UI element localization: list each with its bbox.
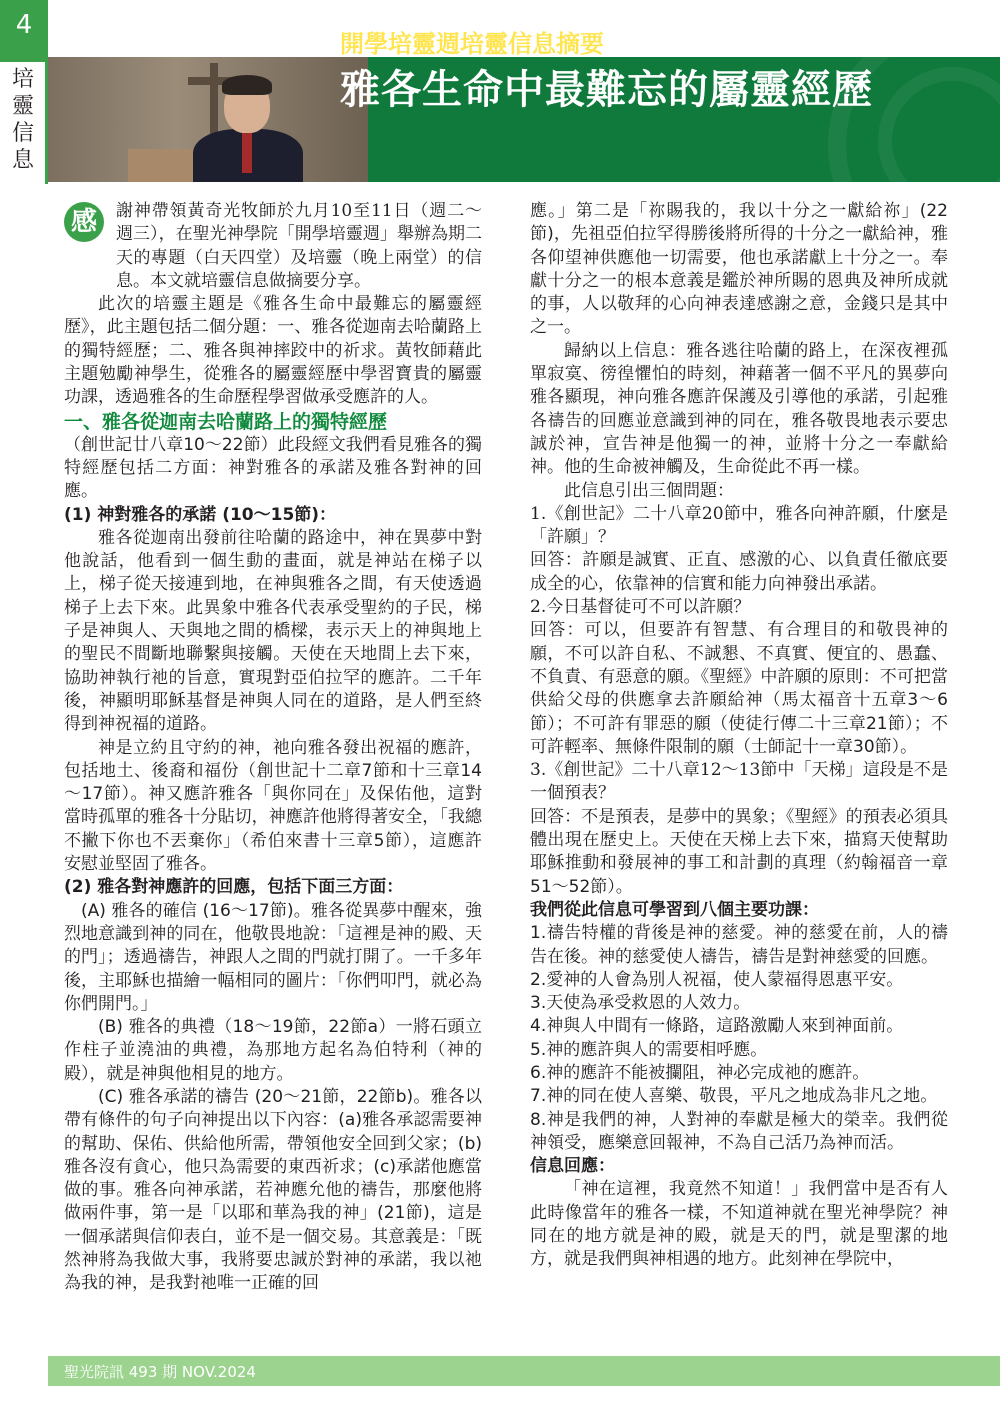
answer: 回答：可以，但要許有智慧、有合理目的和敬畏神的願，不可以許自私、不誠懇、不真實、便宜的、愚蠢、不負責、有惡意的願。《聖經》中許願的原則：不可把當供給父母的供應拿去許願給神（馬太福音十五章3～6節）；不可許有罪惡的願（使徒行傳二十三章21節）；不可許輕率、無條件限制的願（士師記十一章30節）。 (530, 620, 948, 757)
response-paragraph: 「神在這裡，我竟然不知道！」我們當中是否有人此時像當年的雅各一樣，不知道神就在聖光神學院？神同在的地方就是神的殿，就是天的門，就是聖潔的地方，就是我們與神相遇的地方。此刻神在學院中， (530, 1179, 948, 1270)
body-paragraph: (B) 雅各的典禮（18～19節，22節a）一將石頭立作柱子並澆油的典禮，為那地方起名為伯特利（神的殿），就是神與他相見的地方。 (64, 1017, 482, 1084)
left-column (64, 200, 482, 1296)
lesson-item: 1.禱告特權的背後是神的慈愛。神的慈愛在前，人的禱告在後。神的慈愛使人禱告，禱告是對神慈愛的回應。 (530, 923, 948, 967)
answer: 回答：許願是誠實、正直、感激的心、以負責任徹底要成全的心，依靠神的信實和能力向神發出承諾。 (530, 550, 948, 594)
section-intro: （創世記廿八章10～22節）此段經文我們看見雅各的獨特經歷包括二方面：神對雅各的承諾及雅各對神的回應。 (64, 434, 482, 502)
answer: 回答：不是預表，是夢中的異象；《聖經》的預表必須具體出現在歷史上。天使在天梯上去下來，描寫天使幫助耶穌推動和發展神的事工和計劃的真理（約翰福音一章51～52節）。 (530, 806, 948, 897)
intro-paragraph: 謝神帶領黃奇光牧師於九月10至11日（週二～週三），在聖光神學院「開學培靈週」舉辦為期二天的專題（白天四堂）及培靈（晚上兩堂）的信息。本文就培靈信息做摘要分享。 (116, 201, 482, 291)
lesson-item: 4.神與人中間有一條路，這路激勵人來到神面前。 (530, 1016, 904, 1037)
lesson-item: 7.神的同在使人喜樂、敬畏，平凡之地成為非凡之地。 (530, 1086, 938, 1107)
article-title: 雅各生命中最難忘的屬靈經歷 (340, 66, 873, 113)
article-credit: 摘要整理／伍安怡、謝冠雄 (676, 30, 916, 54)
speaker-tie (242, 133, 252, 173)
body-paragraph: (A) 雅各的確信 (16～17節)。雅各從異夢中醒來，強烈地意識到神的同在，他敬畏地說：「這裡是神的殿、天的門」；透過禱告，神跟人之間的門就打開了。一千多年後，主耶穌也描繪一幅相同的圖片：「你們叩門，就必為你們開門。」 (64, 900, 482, 1014)
section-heading: 一、雅各從迦南去哈蘭路上的獨特經歷 (64, 410, 388, 433)
bullet-icon: ◉ (650, 27, 667, 49)
drop-cap: 感 (64, 202, 104, 242)
lesson-item: 3.天使為承受救恩的人效力。 (530, 993, 751, 1014)
article-kicker: 開學培靈週培靈信息摘要 (340, 29, 604, 58)
speaker-hair (222, 75, 272, 95)
body-paragraph: 神是立約且守約的神，祂向雅各發出祝福的應許，包括地土、後裔和福份（創世記十二章7節和十三章14～17節）。神又應許雅各「與你同在」及保佑他，這對當時孤單的雅各十分貼切，神應許他將得著安全，「我總不撇下你也不丟棄你」（希伯來書十三章5節），這應許安慰並堅固了雅各。 (64, 737, 482, 875)
lesson-item: 6.神的應許不能被攔阻，神必完成祂的應許。 (530, 1062, 870, 1083)
body-paragraph: 雅各從迦南出發前往哈蘭的路途中，神在異夢中對他說話，他看到一個生動的畫面，就是神站在梯子以上，梯子從天接連到地，在神與雅各之間，有天使透過梯子上去下來。此異象中雅各代表承受聖約的子民，梯子是神與人、天與地之間的橋樑，表示天上的神與地上的聖民不間斷地聯繫與接觸。天使在天地間上去下來，協助神執行祂的旨意，實現對亞伯拉罕的應許。二千年後，神顯明耶穌基督是神與人同在的道路，是人們至終得到神祝福的道路。 (64, 527, 482, 735)
response-heading: 信息回應： (530, 1156, 615, 1177)
right-column (530, 200, 948, 1272)
lesson-item: 8.神是我們的神，人對神的奉獻是極大的榮幸。我們從神領受，應樂意回報神，不為自己活乃為神而活。 (530, 1109, 948, 1153)
question: 2.今日基督徒可不可以許願？ (530, 597, 751, 618)
lesson-item: 2.愛神的人會為別人祝福，使人蒙福得恩惠平安。 (530, 969, 904, 990)
summary-paragraph: 歸納以上信息：雅各逃往哈蘭的路上，在深夜裡孤單寂寞、徬徨懼怕的時刻，神藉著一個不平凡的異夢向雅各顯現，神向雅各應許保護及引導他的承諾，引起雅各禱告的回應並意識到神的同在，雅各敬畏地表示要忠誠於神，宣告神是他獨一的神，並將十分之一奉獻給神。他的生命被神觸及，生命從此不再一樣。 (530, 340, 948, 478)
body-paragraph: (C) 雅各承諾的禱告 (20～21節，22節b)。雅各以帶有條件的句子向神提出以下內容：(a)雅各承認需要神的幫助、保佑、供給他所需，帶領他安全回到父家；(b)雅各沒有貪心，他只為需要的東西祈求；(c)承諾他應當做的事。雅各向神承諾，若神應允他的禱告，那麼他將做兩件事，第一是「以耶和華為我的神」(21節)，這是一個承諾與信仰表白，並不是一個交易。其意義是：「既然神將為我做大事，我將要忠誠於對神的承諾，我以祂為我的神，是我對祂唯一正確的回 (64, 1086, 482, 1294)
lesson-item: 5.神的應許與人的需要相呼應。 (530, 1039, 768, 1060)
subsection-heading: (2) 雅各對神應許的回應，包括下面三方面： (64, 877, 404, 898)
questions-intro: 此信息引出三個問題： (564, 480, 734, 501)
question: 1.《創世記》二十八章20節中，雅各向神許願，什麼是「許願」？ (530, 503, 948, 548)
theme-paragraph: 此次的培靈主題是《雅各生命中最難忘的屬靈經歷》，此主題包括二個分題：一、雅各從迦南去哈蘭路上的獨特經歷；二、雅各與神摔跤中的祈求。黃牧師藉此主題勉勵神學生，從雅各的屬靈經歷中學習寶貴的屬靈功課，透過雅各的生命歷程學習做承受應許的人。 (64, 294, 482, 408)
lessons-heading: 我們從此信息可學習到八個主要功課： (530, 899, 819, 920)
speaker-photo (48, 57, 368, 182)
body-paragraph: 應。」第二是「祢賜我的，我以十分之一獻給祢」(22節)，先祖亞伯拉罕得勝後將所得的十分之一獻給神，雅各仰望神供應他一切需要，他也承諾獻上十分之一。奉獻十分之一的根本意義是鑑於神所賜的恩典及神所成就的事，人以敬拜的心向神表達感謝之意，金錢只是其中之一。 (530, 201, 948, 338)
subsection-heading: (1) 神對雅各的承諾 (10～15節)： (64, 504, 337, 525)
question: 3.《創世記》二十八章12～13節中「天梯」這段是不是一個預表？ (530, 760, 948, 804)
side-section-label: 培靈信息 (11, 67, 34, 173)
page-number: 4 (15, 10, 33, 40)
footer-issue: 聖光院訊 493 期 NOV.2024 (64, 1363, 256, 1381)
